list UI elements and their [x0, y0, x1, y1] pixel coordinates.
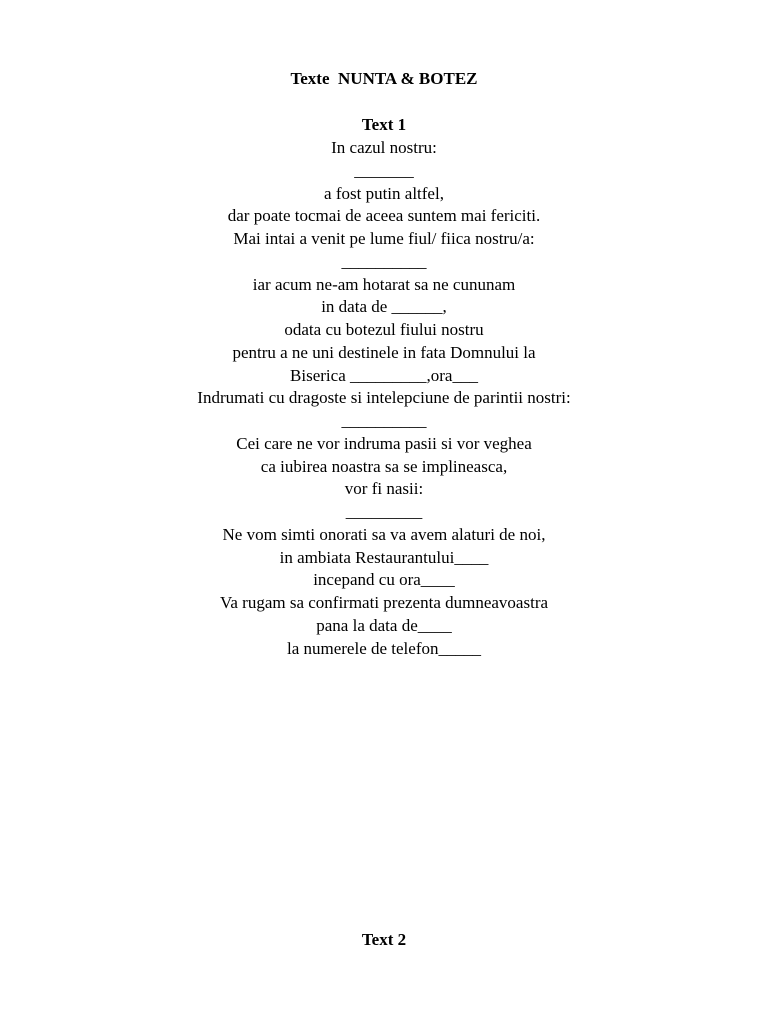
text-line: dar poate tocmai de aceea suntem mai fericiti. [227, 206, 541, 226]
text-line: Biserica _________,ora___ [290, 365, 478, 385]
text-line: pana la data de____ [316, 615, 452, 635]
document-title: Texte NUNTA & BOTEZ [290, 69, 478, 88]
text-line: Mai intai a venit pe lume fiul/ fiica nostru/a: [233, 229, 535, 248]
section-heading-text-2: Text 2 [361, 930, 407, 949]
text-line: vor fi nasii: [344, 479, 424, 499]
text-line: iar acum ne-am hotarat sa ne cununam [252, 274, 516, 294]
text-line: ca iubirea noastra sa se implineasca, [260, 456, 508, 476]
text-line: odata cu botezul fiului nostru [284, 320, 484, 339]
text-line: Va rugam sa confirmati prezenta dumneavoastra [219, 593, 549, 612]
text-line: in data de ______, [321, 297, 447, 317]
text-line: _______ [354, 160, 414, 180]
text-line: in ambiata Restaurantului____ [279, 547, 489, 567]
text-line: In cazul nostru: [331, 138, 437, 157]
text-line: __________ [341, 411, 427, 430]
section-heading-text-1: Text 1 [361, 115, 407, 134]
text-line: incepand cu ora____ [313, 570, 455, 590]
text-line: a fost putin altfel, [324, 183, 444, 203]
text-line: Indrumati cu dragoste si intelepciune de parintii nostri: [197, 388, 571, 408]
text-line: __________ [341, 251, 427, 271]
text-line: _________ [345, 502, 423, 521]
text-line: pentru a ne uni destinele in fata Domnului la [232, 342, 536, 362]
text-line: Ne vom simti onorati sa va avem alaturi de noi, [222, 524, 546, 544]
text-line: Cei care ne vor indruma pasii si vor veghea [236, 433, 532, 453]
text-line: la numerele de telefon_____ [286, 638, 481, 658]
invitation-text-body [0, 137, 768, 660]
